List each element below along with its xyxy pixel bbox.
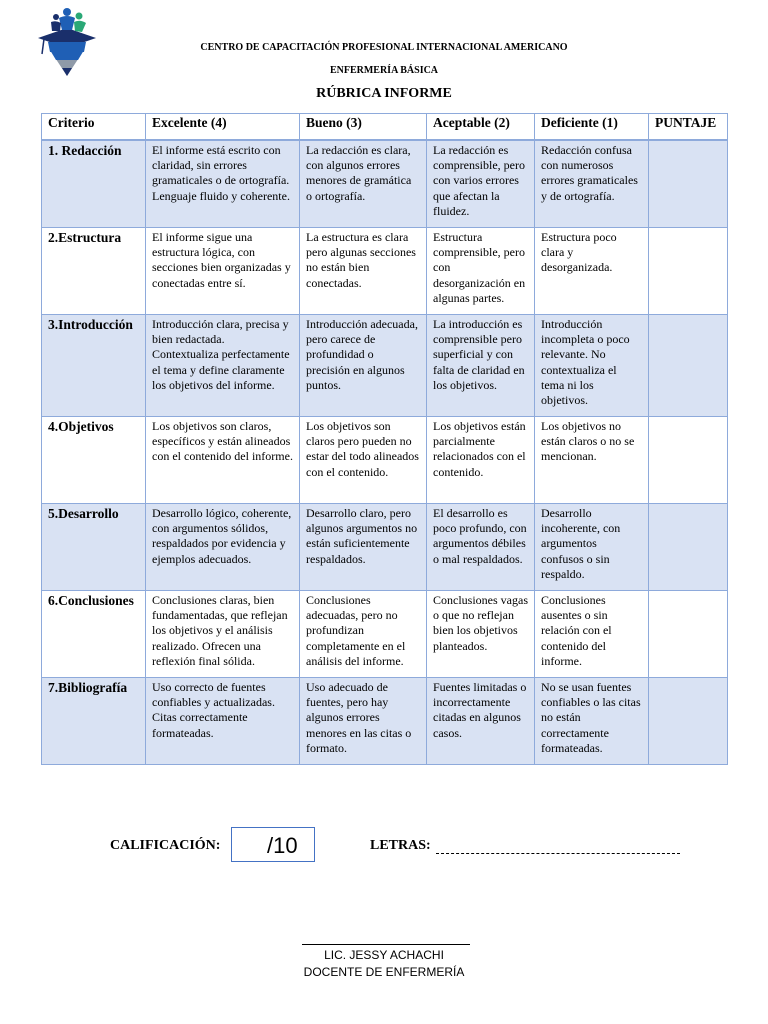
column-header-aceptable: Aceptable (2): [427, 114, 535, 141]
puntaje-cell[interactable]: [649, 417, 728, 504]
aceptable-cell: El desarrollo es poco profundo, con argumentos débiles o mal respaldados.: [427, 504, 535, 591]
grade-value: /10: [267, 833, 298, 858]
deficiente-cell: Desarrollo incoherente, con argumentos confusos o sin respaldo.: [535, 504, 649, 591]
grade-label: CALIFICACIÓN:: [110, 838, 221, 853]
criterion-cell: 3.Introducción: [42, 315, 146, 417]
criterion-cell: 6.Conclusiones: [42, 591, 146, 678]
aceptable-cell: Los objetivos están parcialmente relacionados con el contenido.: [427, 417, 535, 504]
excelente-cell: Conclusiones claras, bien fundamentadas, que reflejan los objetivos y el análisis realizado. Ofrecen una reflexión final sólida.: [146, 591, 300, 678]
puntaje-cell[interactable]: [649, 591, 728, 678]
table-row: [42, 228, 728, 315]
excelente-cell: El informe sigue una estructura lógica, con secciones bien organizadas y conectadas entre sí.: [146, 228, 300, 315]
aceptable-cell: Fuentes limitadas o incorrectamente citadas en algunos casos.: [427, 678, 535, 765]
column-header-bueno: Bueno (3): [300, 114, 427, 141]
excelente-cell: El informe está escrito con claridad, sin errores gramaticales o de ortografía. Lenguaje fluido y coherente.: [146, 140, 300, 228]
column-header-puntaje: PUNTAJE: [649, 114, 728, 141]
deficiente-cell: Los objetivos no están claros o no se mencionan.: [535, 417, 649, 504]
bueno-cell: Desarrollo claro, pero algunos argumentos no están suficientemente respaldados.: [300, 504, 427, 591]
signature-role: DOCENTE DE ENFERMERÍA: [303, 965, 465, 979]
institution-name: CENTRO DE CAPACITACIÓN PROFESIONAL INTERNACIONAL AMERICANO: [200, 42, 568, 53]
puntaje-cell[interactable]: [649, 678, 728, 765]
table-row: [42, 315, 728, 417]
deficiente-cell: Redacción confusa con numerosos errores gramaticales y de ortografía.: [535, 140, 649, 228]
program-name: ENFERMERÍA BÁSICA: [329, 65, 439, 76]
deficiente-cell: Estructura poco clara y desorganizada.: [535, 228, 649, 315]
bueno-cell: Conclusiones adecuadas, pero no profundizan completamente en el análisis del informe.: [300, 591, 427, 678]
bueno-cell: Los objetivos son claros pero pueden no estar del todo alineados con el contenido.: [300, 417, 427, 504]
aceptable-cell: La redacción es comprensible, pero con varios errores que afectan la fluidez.: [427, 140, 535, 228]
bueno-cell: Uso adecuado de fuentes, pero hay algunos errores menores en las citas o formato.: [300, 678, 427, 765]
criterion-cell: 5.Desarrollo: [42, 504, 146, 591]
excelente-cell: Uso correcto de fuentes confiables y actualizadas. Citas correctamente formateadas.: [146, 678, 300, 765]
bueno-cell: Introducción adecuada, pero carece de profundidad o precisión en algunos puntos.: [300, 315, 427, 417]
column-header-excelente: Excelente (4): [146, 114, 300, 141]
puntaje-cell[interactable]: [649, 140, 728, 228]
table-row: [42, 417, 728, 504]
deficiente-cell: No se usan fuentes confiables o las citas no están correctamente formateadas.: [535, 678, 649, 765]
bueno-cell: La redacción es clara, con algunos errores menores de gramática o ortografía.: [300, 140, 427, 228]
aceptable-cell: Conclusiones vagas o que no reflejan bien los objetivos planteados.: [427, 591, 535, 678]
column-header-deficiente: Deficiente (1): [535, 114, 649, 141]
letters-line-field[interactable]: [436, 853, 680, 854]
aceptable-cell: La introducción es comprensible pero superficial y con falta de claridad en los objetivos.: [427, 315, 535, 417]
signature-line: [302, 944, 470, 945]
criterion-cell: 4.Objetivos: [42, 417, 146, 504]
puntaje-cell[interactable]: [649, 228, 728, 315]
puntaje-cell[interactable]: [649, 315, 728, 417]
letters-label: LETRAS:: [370, 838, 431, 853]
signature-name: LIC. JESSY ACHACHI: [324, 948, 444, 962]
excelente-cell: Los objetivos son claros, específicos y están alineados con el contenido del informe.: [146, 417, 300, 504]
table-row: [42, 140, 728, 228]
aceptable-cell: Estructura comprensible, pero con desorganización en algunas partes.: [427, 228, 535, 315]
puntaje-cell[interactable]: [649, 504, 728, 591]
criterion-cell: 1. Redacción: [42, 140, 146, 228]
deficiente-cell: Introducción incompleta o poco relevante. No contextualiza el tema ni los objetivos.: [535, 315, 649, 417]
rubric-table: [41, 113, 728, 765]
table-row: [42, 504, 728, 591]
table-row: [42, 678, 728, 765]
document-title: RÚBRICA INFORME: [316, 86, 452, 101]
table-header-row: [42, 114, 728, 141]
criterion-cell: 7.Bibliografía: [42, 678, 146, 765]
bueno-cell: La estructura es clara pero algunas secciones no están bien conectadas.: [300, 228, 427, 315]
table-row: [42, 591, 728, 678]
criterion-cell: 2.Estructura: [42, 228, 146, 315]
excelente-cell: Introducción clara, precisa y bien redactada. Contextualiza perfectamente el tema y define claramente los objetivos del informe.: [146, 315, 300, 417]
column-header-criterio: Criterio: [42, 114, 146, 141]
excelente-cell: Desarrollo lógico, coherente, con argumentos sólidos, respaldados por evidencia y ejemplos adecuados.: [146, 504, 300, 591]
deficiente-cell: Conclusiones ausentes o sin relación con el contenido del informe.: [535, 591, 649, 678]
